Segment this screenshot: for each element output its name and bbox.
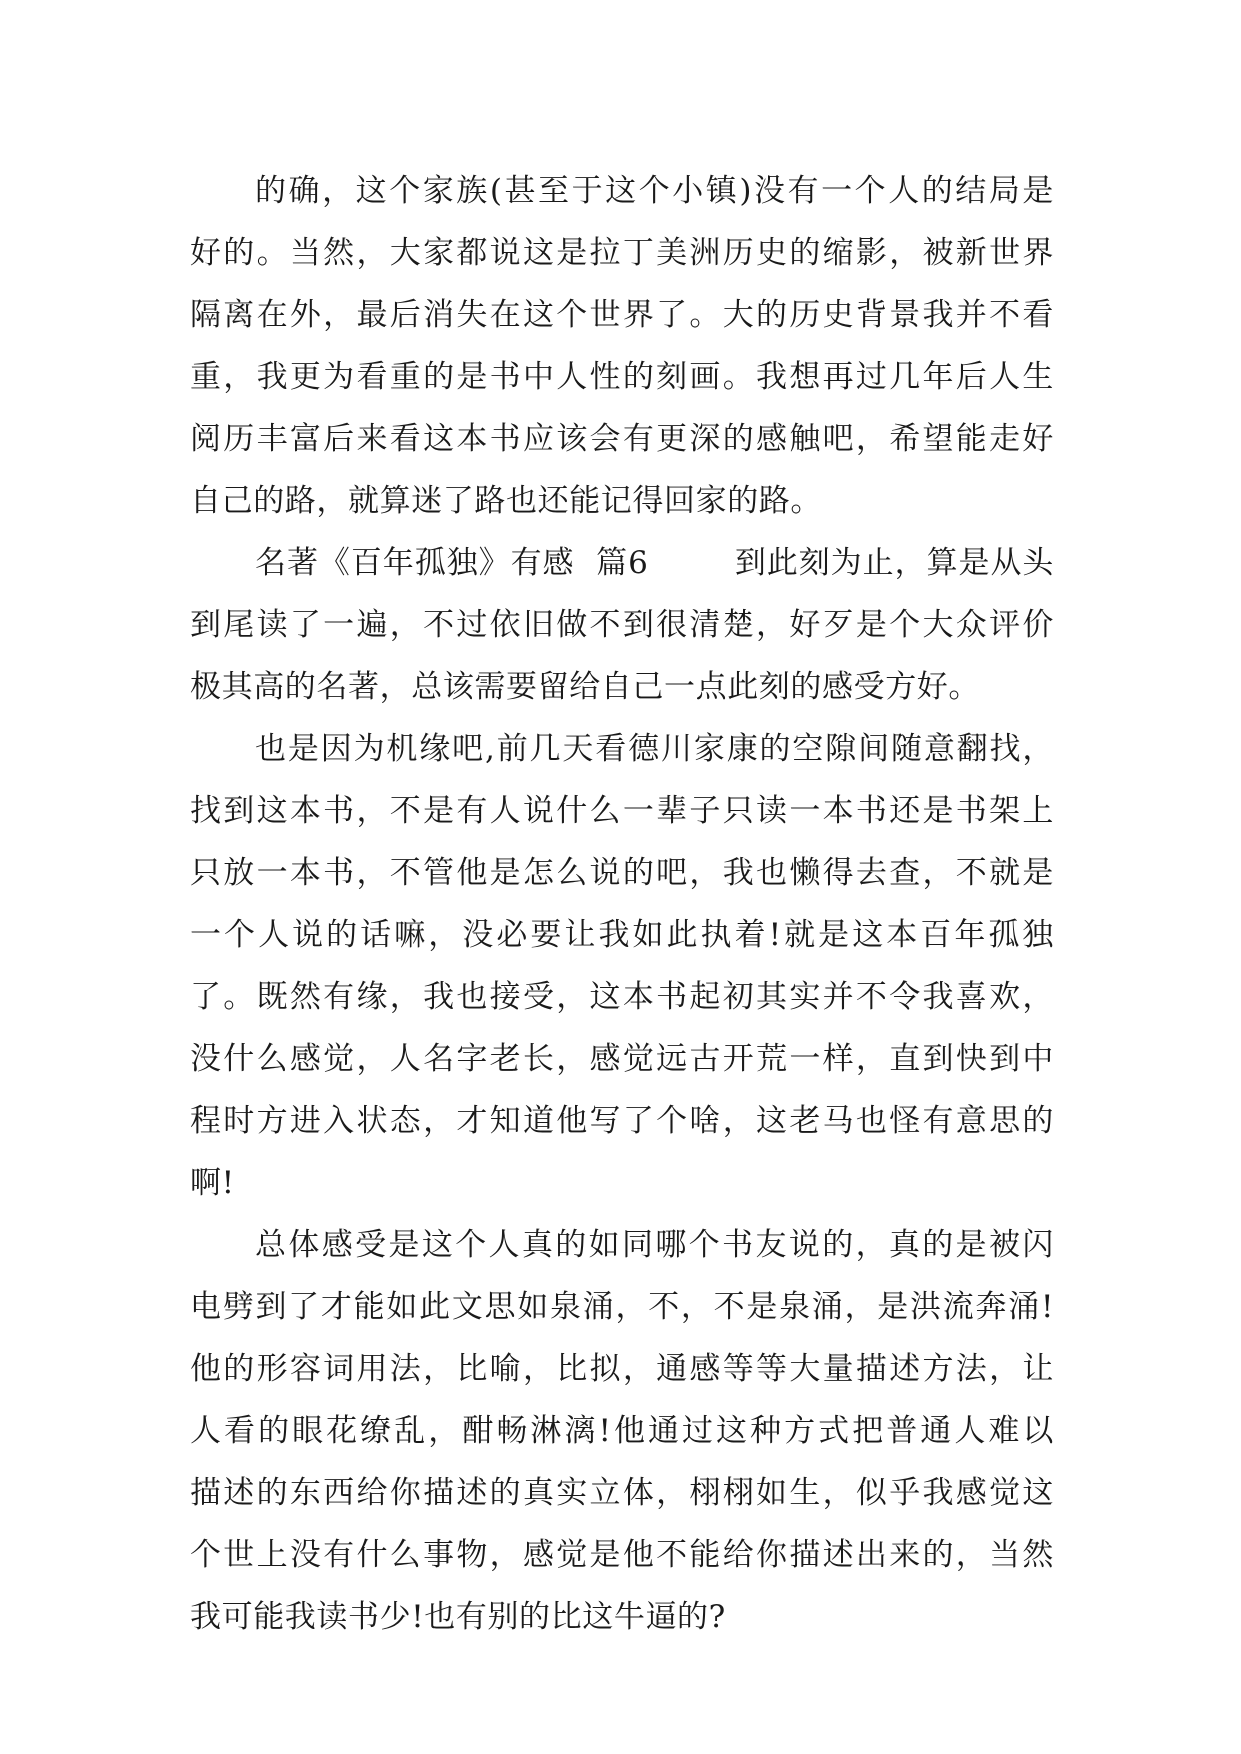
paragraph-line: 啊! <box>190 1165 235 1201</box>
paragraph-line: 了。既然有缘，我也接受，这本书起初其实并不令我喜欢， <box>190 979 1054 1015</box>
paragraph-line: 我可能我读书少!也有别的比这牛逼的? <box>190 1599 726 1635</box>
paragraph-line: 描述的东西给你描述的真实立体，栩栩如生，似乎我感觉这 <box>190 1475 1054 1511</box>
paragraph-line: 程时方进入状态，才知道他写了个啥，这老马也怪有意思的 <box>190 1103 1054 1139</box>
paragraph-line: 自己的路，就算迷了路也还能记得回家的路。 <box>190 483 822 519</box>
paragraph-line: 阅历丰富后来看这本书应该会有更深的感触吧，希望能走好 <box>190 421 1054 457</box>
paragraph-line: 一个人说的话嘛，没必要让我如此执着!就是这本百年孤独 <box>190 917 1054 953</box>
paragraph-line: 到尾读了一遍，不过依旧做不到很清楚，好歹是个大众评价 <box>190 607 1054 643</box>
paragraph-line: 电劈到了才能如此文思如泉涌，不，不是泉涌，是洪流奔涌! <box>190 1289 1054 1325</box>
paragraph-line: 只放一本书，不管他是怎么说的吧，我也懒得去查，不就是 <box>190 855 1054 891</box>
paragraph-line: 的确，这个家族(甚至于这个小镇)没有一个人的结局是 <box>255 173 1054 209</box>
paragraph-line: 重，我更为看重的是书中人性的刻画。我想再过几年后人生 <box>190 359 1054 395</box>
paragraph-line: 找到这本书，不是有人说什么一辈子只读一本书还是书架上 <box>190 793 1054 829</box>
paragraph-line: 也是因为机缘吧,前几天看德川家康的空隙间随意翻找， <box>255 731 1054 767</box>
paragraph-line: 他的形容词用法，比喻，比拟，通感等等大量描述方法，让 <box>190 1351 1054 1387</box>
paragraph-line: 没什么感觉，人名字老长，感觉远古开荒一样，直到快到中 <box>190 1041 1054 1077</box>
paragraph-line: 个世上没有什么事物，感觉是他不能给你描述出来的，当然 <box>190 1537 1054 1573</box>
document-body <box>190 160 1054 1648</box>
paragraph-line: 隔离在外，最后消失在这个世界了。大的历史背景我并不看 <box>190 297 1054 333</box>
paragraph-line: 极其高的名著，总该需要留给自己一点此刻的感受方好。 <box>190 669 980 705</box>
paragraph-line: 名著《百年孤独》有感 篇6 到此刻为止，算是从头 <box>255 545 1054 581</box>
paragraph-line: 总体感受是这个人真的如同哪个书友说的，真的是被闪 <box>255 1227 1054 1263</box>
paragraph-line: 人看的眼花缭乱，酣畅淋漓!他通过这种方式把普通人难以 <box>190 1413 1054 1449</box>
paragraph-line: 好的。当然，大家都说这是拉丁美洲历史的缩影，被新世界 <box>190 235 1054 271</box>
